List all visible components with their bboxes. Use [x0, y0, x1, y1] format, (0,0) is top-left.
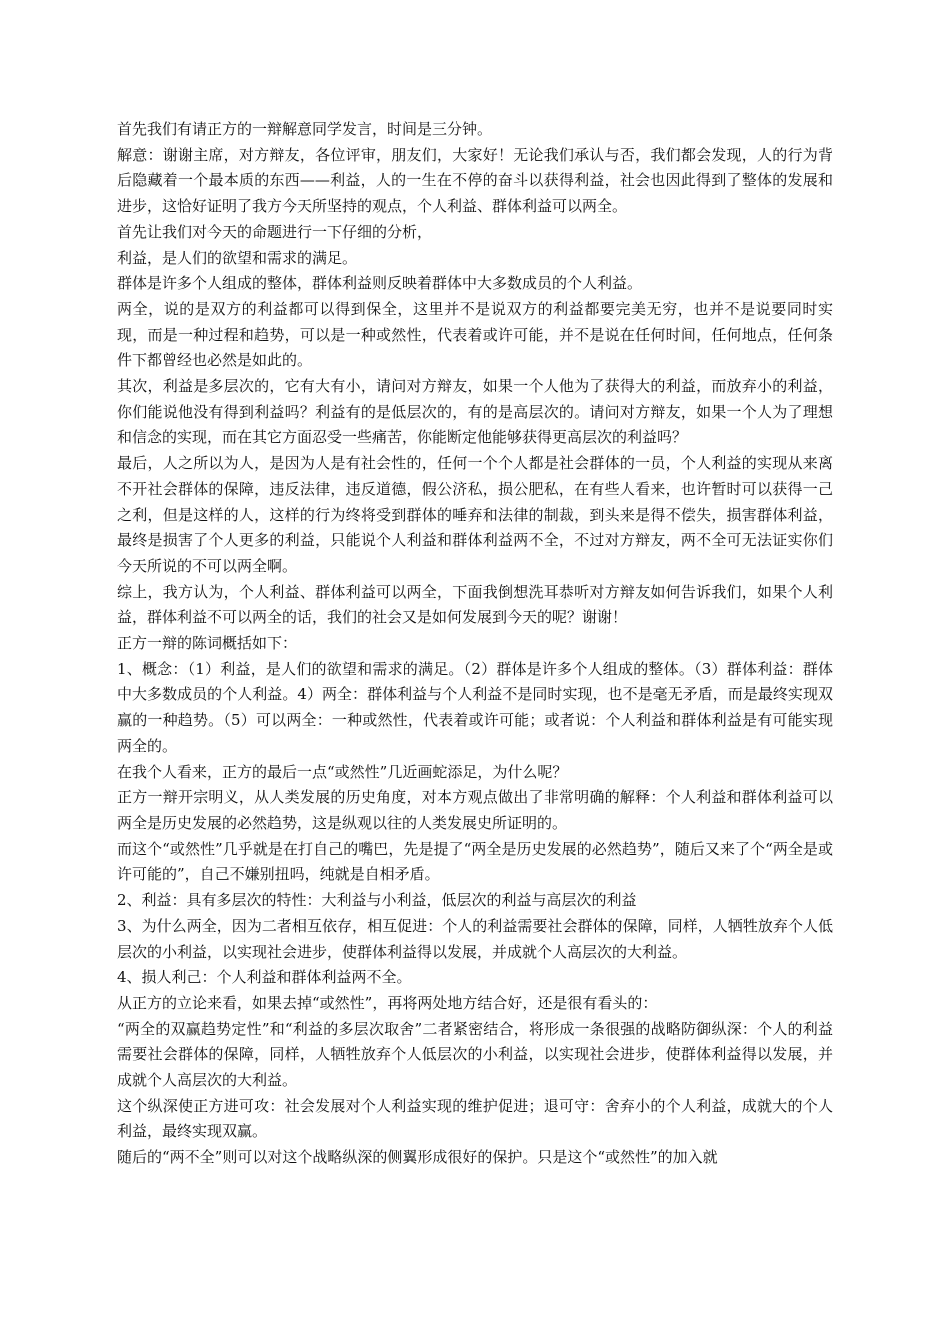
document-body	[117, 117, 833, 1171]
paragraph-summary-why-both: 3、为什么两全，因为二者相互依存，相互促进：个人的利益需要社会群体的保障，同样，人牺牲放弃个人低层次的小利益，以实现社会进步，使群体利益得以发展，并成就个人高层次的大利益。	[117, 916, 833, 961]
paragraph-commentary-contradiction: 而这个“或然性”几乎就是在打自己的嘴巴，先是提了“两全是历史发展的必然趋势”，随后又来了个“两全是或许可能的”，自己不嫌别扭吗，纯就是自相矛盾。	[117, 839, 833, 884]
paragraph-definition-interest: 利益，是人们的欲望和需求的满足。	[117, 248, 358, 267]
paragraph-commentary-probability: 在我个人看来，正方的最后一点“或然性”几近画蛇添足，为什么呢？	[117, 762, 568, 781]
paragraph-summary-interest-levels: 2、利益：具有多层次的特性：大利益与小利益，低层次的利益与高层次的利益	[117, 891, 637, 910]
paragraph-commentary-attack-defend: 这个纵深使正方进可攻：社会发展对个人利益实现的维护促进；退可守：舍弃小的个人利益，成就大的个人利益，最终实现双赢。	[117, 1096, 833, 1141]
paragraph-analysis-intro: 首先让我们对今天的命题进行一下仔细的分析，	[117, 222, 433, 241]
paragraph-commentary-history: 正方一辩开宗明义，从人类发展的历史角度，对本方观点做出了非常明确的解释：个人利益和群体利益可以两全是历史发展的必然趋势，这是纵观以往的人类发展史所证明的。	[117, 788, 833, 832]
paragraph-social-nature: 最后，人之所以为人，是因为人是有社会性的，任何一个个人都是社会群体的一员，个人利益的实现从来离不开社会群体的保障，违反法律，违反道德，假公济私，损公肥私，在有些人看来，也许暂时可以获得一己之利，但是这样的人，这样的行为终将受到群体的唾弃和法律的制裁，到头来是得不偿失，损害群体利益，最终是损害了个人更多的利益，只能说个人利益和群体利益两不全，不过对方辩友，两不全可无法证实你们今天所说的不可以两全啊。	[117, 454, 833, 575]
paragraph-summary-heading: 正方一辩的陈词概括如下：	[117, 634, 298, 653]
paragraph-commentary-flank: 随后的“两不全”则可以对这个战略纵深的侧翼形成很好的保护。只是这个“或然性”的加入就	[117, 1148, 718, 1167]
paragraph-commentary-argument: 从正方的立论来看，如果去掉“或然性”，再将两处地方结合好，还是很有看头的：	[117, 993, 658, 1012]
paragraph-multilevel-interest: 其次，利益是多层次的，它有大有小，请问对方辩友，如果一个人他为了获得大的利益，而放弃小的利益，你们能说他没有得到利益吗？利益有的是低层次的，有的是高层次的。请问对方辩友，如果一个人为了理想和信念的实现，而在其它方面忍受一些痛苦，你能断定他能够获得更高层次的利益吗？	[117, 377, 833, 447]
paragraph-summary-selfish: 4、损人利己：个人利益和群体利益两不全。	[117, 968, 412, 987]
paragraph-summary-concepts: 1、概念：（1）利益，是人们的欲望和需求的满足。（2）群体是许多个人组成的整体。（3）群体利益：群体中大多数成员的个人利益。4）两全：群体利益与个人利益不是同时实现，也不是毫无矛盾，而是最终实现双赢的一种趋势。（5）可以两全：一种或然性，代表着或许可能；或者说：个人利益和群体利益是有可能实现两全的。	[117, 659, 833, 755]
paragraph-opening-speech: 解意：谢谢主席，对方辩友，各位评审，朋友们，大家好！无论我们承认与否，我们都会发现，人的行为背后隐藏着一个最本质的东西——利益，人的一生在不停的奋斗以获得利益，社会也因此得到了整体的发展和进步，这恰好证明了我方今天所坚持的观点，个人利益、群体利益可以两全。	[117, 145, 833, 216]
paragraph-definition-group: 群体是许多个人组成的整体，群体利益则反映着群体中大多数成员的个人利益。	[117, 274, 643, 293]
paragraph-conclusion: 综上，我方认为，个人利益、群体利益可以两全，下面我倒想洗耳恭听对方辩友如何告诉我们，如果个人利益，群体利益不可以两全的话，我们的社会又是如何发展到今天的呢？谢谢！	[117, 582, 833, 627]
paragraph-commentary-defense-depth: “两全的双赢趋势定性”和“利益的多层次取舍”二者紧密结合，将形成一条很强的战略防御纵深：个人的利益需要社会群体的保障，同样，人牺牲放弃个人低层次的小利益，以实现社会进步，使群体利益得以发展，并成就个人高层次的大利益。	[117, 1019, 833, 1090]
paragraph-definition-both: 两全，说的是双方的利益都可以得到保全，这里并不是说双方的利益都要完美无穷，也并不是说要同时实现，而是一种过程和趋势，可以是一种或然性，代表着或许可能，并不是说在任何时间，任何地点，任何条件下都曾经也必然是如此的。	[117, 299, 833, 370]
paragraph-intro: 首先我们有请正方的一辩解意同学发言，时间是三分钟。	[117, 120, 493, 138]
